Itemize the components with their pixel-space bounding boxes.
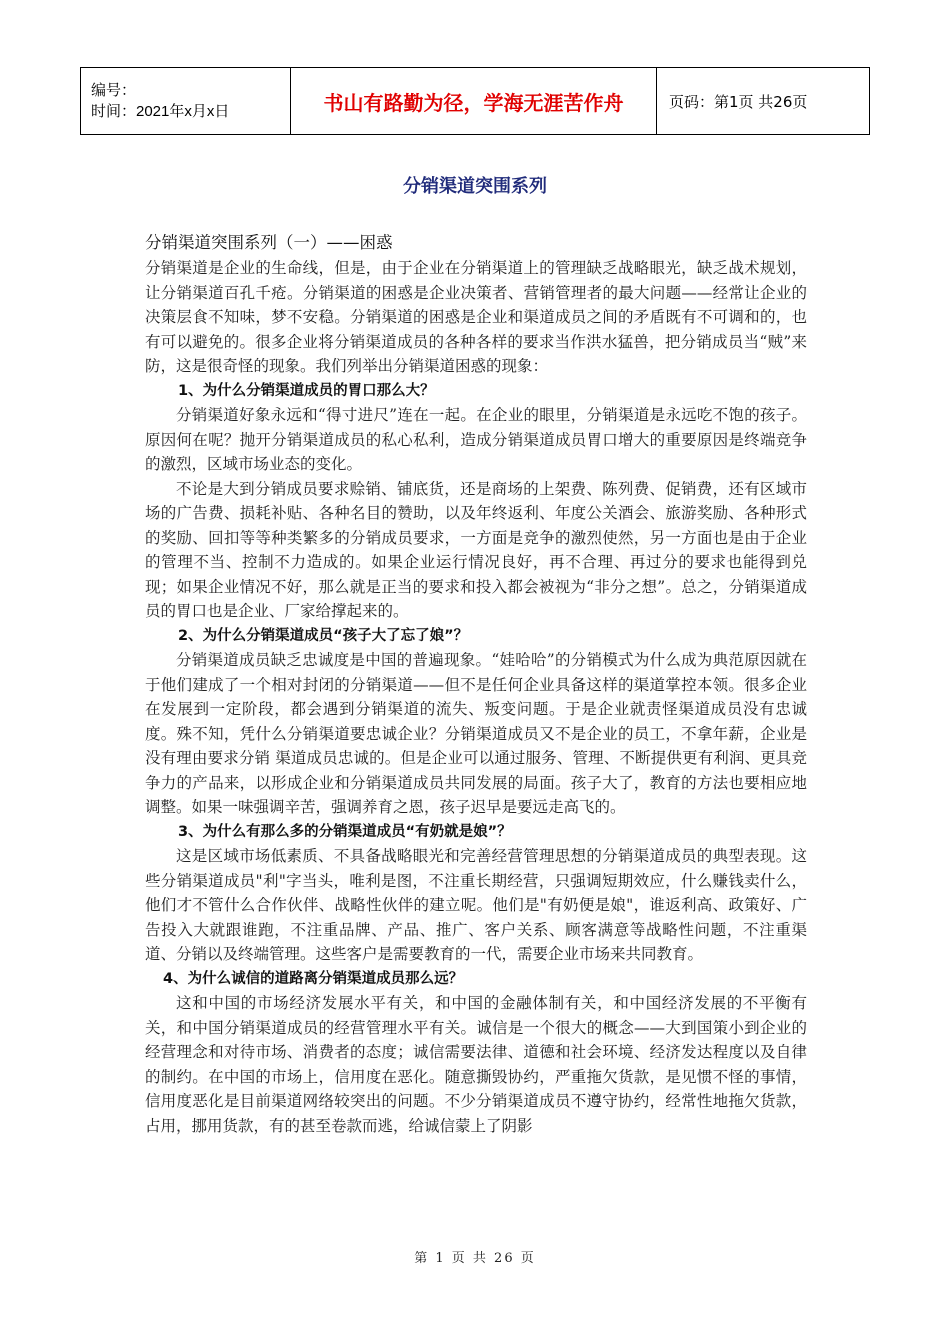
paragraph: 这和中国的市场经济发展水平有关，和中国的金融体制有关，和中国经济发展的不平衡有关，和中国分销渠道成员的经营管理水平有关。诚信是一个很大的概念——大到国策小到企业的经营理念和对待市场、消费者的态度；诚信需要法律、道德和社会环境、经济发达程度以及自律的制约。在中国的市场上，信用度在恶化。随意撕毁协约，严重拖欠货款，是见惯不怪的事情，信用度恶化是目前渠道网络较突出的问题。不少分销渠道成员不遵守协约，经常性地拖欠货款，占用，挪用货款，有的甚至卷款而逃，给诚信蒙上了阴影 bbox=[145, 994, 807, 1135]
header-page-info: 页码：第1页 共26页 bbox=[657, 68, 870, 135]
intro-paragraph: 分销渠道是企业的生命线，但是，由于企业在分销渠道上的管理缺乏战略眼光，缺乏战术规划，让分销渠道百孔千疮。分销渠道的困惑是企业决策者、营销管理者的最大问题——经常让企业的决策层食不知味，梦不安稳。分销渠道的困惑是企业和渠道成员之间的矛盾既有不可调和的，也有可以避免的。很多企业将分销渠道成员的各种各样的要求当作洪水猛兽，把分销成员当“贼”来防，这是很奇怪的现象。我们列举出分销渠道困惑的现象： bbox=[145, 259, 807, 375]
paragraph: 这是区域市场低素质、不具备战略眼光和完善经营管理思想的分销渠道成员的典型表现。这些分销渠道成员"利"字当头，唯利是图，不注重长期经营，只强调短期效应，什么赚钱卖什么，他们才不管什么合作伙伴、战略性伙伴的建立呢。他们是"有奶便是娘"，谁返利高、政策好、广告投入大就跟谁跑，不注重品牌、产品、推广、客户关系、顾客满意等战略性问题，不注重渠道、分销以及终端管理。这些客户是需要教育的一代，需要企业市场来共同教育。 bbox=[145, 847, 807, 963]
header-table bbox=[80, 67, 870, 135]
document-body bbox=[145, 230, 807, 1138]
header-meta-cell bbox=[81, 68, 291, 135]
paragraph: 不论是大到分销成员要求赊销、铺底货，还是商场的上架费、陈列费、促销费，还有区域市场的广告费、损耗补贴、各种名目的赞助，以及年终返利、年度公关酒会、旅游奖励、各种形式的奖励、回扣等等种类繁多的分销成员要求，一方面是竞争的激烈使然，另一方面也是由于企业的管理不当、控制不力造成的。如果企业运行情况良好，再不合理、再过分的要求也能得到兑现；如果企业情况不好，那么就是正当的要求和投入都会被视为“非分之想”。总之，分销渠道成员的胃口也是企业、厂家给撑起来的。 bbox=[145, 479, 807, 620]
paragraph: 分销渠道好象永远和“得寸进尺”连在一起。在企业的眼里，分销渠道是永远吃不饱的孩子。原因何在呢？抛开分销渠道成员的私心私利，造成分销渠道成员胃口增大的重要原因是终端竞争的激烈，区域市场业态的变化。 bbox=[145, 406, 807, 473]
section-title: 分销渠道突围系列（一）——困惑 bbox=[145, 233, 393, 252]
question-heading-4: 4、为什么诚信的道路离分销渠道成员那么远？ bbox=[163, 970, 464, 987]
document-title: 分销渠道突围系列 bbox=[403, 176, 547, 197]
page-footer: 第 1 页 共 26 页 bbox=[414, 1251, 536, 1266]
paragraph: 分销渠道成员缺乏忠诚度是中国的普遍现象。“娃哈哈”的分销模式为什么成为典范原因就在于他们建成了一个相对封闭的分销渠道——但不是任何企业具备这样的渠道掌控本领。很多企业在发展到一定阶段，都会遇到分销渠道的流失、叛变问题。于是企业就责怪渠道成员没有忠诚度。殊不知，凭什么分销渠道要忠诚企业？分销渠道成员又不是企业的员工，不拿年薪，企业是没有理由要求分销 渠道成员忠诚的。但是企业可以通过服务、管理、不断提供更有利润、更具竞争力的产品来，以形成企业和分销渠道成员共同发展的局面。孩子大了，教育的方法也要相应地调整。如果一味强调辛苦，强调养育之恩，孩子迟早是要远走高飞的。 bbox=[145, 651, 807, 816]
header-motto: 书山有路勤为径，学海无涯苦作舟 bbox=[291, 68, 657, 135]
question-heading-3: 3、为什么有那么多的分销渠道成员“有奶就是娘”？ bbox=[178, 823, 512, 840]
document-date-label: 时间：2021年x月x日 bbox=[91, 103, 230, 120]
question-heading-1: 1、为什么分销渠道成员的胃口那么大？ bbox=[178, 382, 435, 399]
document-number-label: 编号： bbox=[91, 82, 137, 99]
question-heading-2: 2、为什么分销渠道成员“孩子大了忘了娘”？ bbox=[178, 627, 469, 644]
